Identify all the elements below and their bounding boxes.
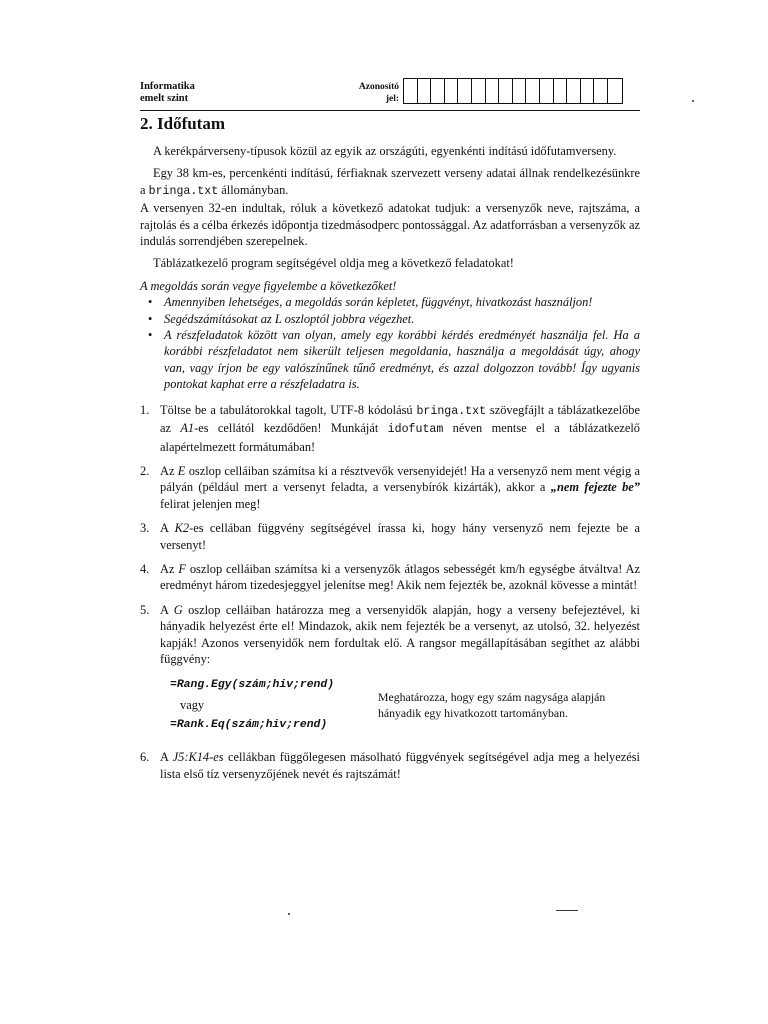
task-number: 1. (140, 402, 150, 417)
subject-name: Informatika (140, 81, 195, 92)
task-number: 3. (140, 521, 150, 536)
notes-item-text: A részfeladatok között van olyan, amely egy korábbi kérdés eredményét használja fel. Ha a korábbi részfeladatot nem sikerült teljesen megoldania, használja a megoldását úgy, ahogy van, vagy írjon be egy valószínűnek tűnő eredményt, és azzal dolgozzon tovább! Így ugyanis pontokat kaphat erre a részfeladatra is. (164, 328, 640, 392)
task-save-name: idofutam (387, 423, 444, 437)
intro-paragraph-3: A versenyen 32-en indultak, róluk a következő adatokat tudjuk: a versenyzők neve, rajtszáma, a rajtolás és a célba érkezés időpontja tizedmásodperc pontossággal. Az adatforrásban a versenyzők az indulás sorrendjében szerepelnek. (140, 201, 640, 249)
id-box (486, 79, 500, 103)
intro-filename: bringa.txt (148, 184, 219, 198)
notes-list (140, 294, 640, 392)
function-description: Meghatározza, hogy egy szám nagysága alapján hányadik egy hivatkozott tartományban. (378, 690, 606, 721)
task-text: -es cellától kezdődően! Munkáját (194, 421, 388, 436)
task-2 (140, 463, 640, 512)
task-cell-range: J5:K14-es (172, 750, 224, 765)
id-box (472, 79, 486, 103)
page-header (140, 78, 638, 108)
intro-paragraph-2 (140, 165, 640, 200)
task-list (140, 402, 640, 668)
bullet-icon: • (148, 311, 153, 326)
id-box (594, 79, 608, 103)
task-list-continued (140, 749, 640, 782)
bullet-icon: • (148, 295, 153, 310)
task-number: 2. (140, 463, 150, 478)
intro-p2-text: Egy 38 km-es, percenkénti indítású, férfiaknak szervezett verseny adatai állnak rendelkezésünkre a (140, 166, 640, 197)
function-rang-egy: =Rang.Egy(szám;hiv;rend) (170, 679, 335, 692)
id-boxes (403, 78, 623, 104)
scan-speck (288, 913, 290, 915)
task-1 (140, 402, 640, 455)
task-text: A (160, 602, 174, 617)
scan-speck (692, 100, 694, 102)
header-rule (140, 110, 640, 111)
intro-p2-tail: állományban. (218, 182, 289, 197)
id-label-line1: Azonosító (358, 82, 399, 92)
task-text: néven mentse el a táblázatkezelő alapértelmezett formátumában! (160, 421, 640, 454)
task-number: 6. (140, 750, 150, 765)
id-box (431, 79, 445, 103)
notes-item (140, 327, 640, 393)
task-4 (140, 561, 640, 594)
task-text: cellákban függőlegesen másolható függvények segítségével adja meg a helyezési lista első tíz versenyzőjének nevét és rajtszámát! (160, 750, 640, 781)
id-label-line2: jel: (385, 94, 399, 104)
intro-paragraph-4: Táblázatkezelő program segítségével oldja meg a következő feladatokat! (153, 256, 514, 271)
notes-item-text: Segédszámításokat az L oszloptól jobbra végezhet. (164, 311, 415, 326)
task-text: oszlop celláiban számítsa ki a résztvevők versenyidejét! Ha a versenyző nem ment végig a pályán (például mert a versenyt feladta, a versenybírók kizárták), akkor a (160, 463, 640, 495)
task-number: 5. (140, 602, 150, 617)
task-text: oszlop celláiban számítsa ki a versenyzők átlagos sebességét km/h egységbe átváltva! Az eredményt három tizedesjeggyel jelenítse meg! Akik nem fejezték be, azoknál kövesse a mintát! (160, 561, 640, 593)
id-box (526, 79, 540, 103)
task-text: szövegfájlt a táblázatkezelőbe az (160, 402, 641, 436)
task-5 (140, 602, 640, 668)
document-body (140, 143, 640, 782)
task-text: A (160, 521, 175, 536)
function-rank-eq: =Rank.Eq(szám;hiv;rend) (170, 719, 328, 732)
scan-speck (556, 910, 578, 911)
subject-level: emelt szint (140, 93, 189, 104)
id-box (540, 79, 554, 103)
task-text: A (160, 750, 173, 765)
task-column-ref: G (173, 602, 183, 617)
task-column-ref: E (177, 463, 186, 478)
id-box (418, 79, 432, 103)
task-6 (140, 749, 640, 782)
id-box (608, 79, 622, 103)
task-text: Az (160, 561, 179, 576)
task-filename: bringa.txt (416, 404, 487, 418)
notes-item (140, 294, 640, 310)
task-cell-ref: K2 (174, 521, 190, 536)
function-reference (140, 677, 640, 739)
task-3 (140, 520, 640, 553)
task-text: oszlop celláiban határozza meg a versenyidők alapján, hogy a verseny befejeztével, ki hányadik helyezést érte el! Mindazok, akik nem fejezték be a versenyt, az utolsó, 32. helyezést kapják! Azonos versenyidők nem fordultak elő. A rangsor megállapításában segíthet az alábbi függvény: (160, 602, 640, 666)
task-column-ref: F (178, 561, 186, 576)
subject-label (140, 81, 195, 105)
notes-heading: A megoldás során vegye figyelembe a következőket! (140, 278, 397, 293)
task-text: Az (160, 463, 178, 478)
id-box (458, 79, 472, 103)
id-box (404, 79, 418, 103)
task-number: 4. (140, 561, 150, 576)
id-box (581, 79, 595, 103)
bullet-icon: • (148, 328, 153, 343)
notes-item-text: Amennyiben lehetséges, a megoldás során képletet, függvényt, hivatkozást használjon! (164, 295, 593, 310)
task-text: Töltse be a tabulátorokkal tagolt, UTF-8 kódolású (160, 402, 417, 417)
id-box (513, 79, 527, 103)
id-box (499, 79, 513, 103)
function-or: vagy (180, 698, 205, 713)
section-title: 2. Időfutam (140, 114, 226, 133)
task-text: felirat jelenjen meg! (160, 496, 261, 511)
task-text: -es cellában függvény segítségével írassa ki, hogy hány versenyző nem fejezte be a versenyt! (160, 521, 640, 552)
id-box (554, 79, 568, 103)
intro-paragraph-1: A kerékpárverseny-típusok közül az egyik az országúti, egyenkénti indítású időfutamverseny. (153, 144, 617, 158)
task-cell-ref: A1 (180, 421, 195, 436)
task-quoted-label: „nem fejezte be” (550, 480, 640, 495)
id-box (567, 79, 581, 103)
id-label (343, 81, 399, 105)
notes-item (140, 311, 640, 327)
id-box (445, 79, 459, 103)
